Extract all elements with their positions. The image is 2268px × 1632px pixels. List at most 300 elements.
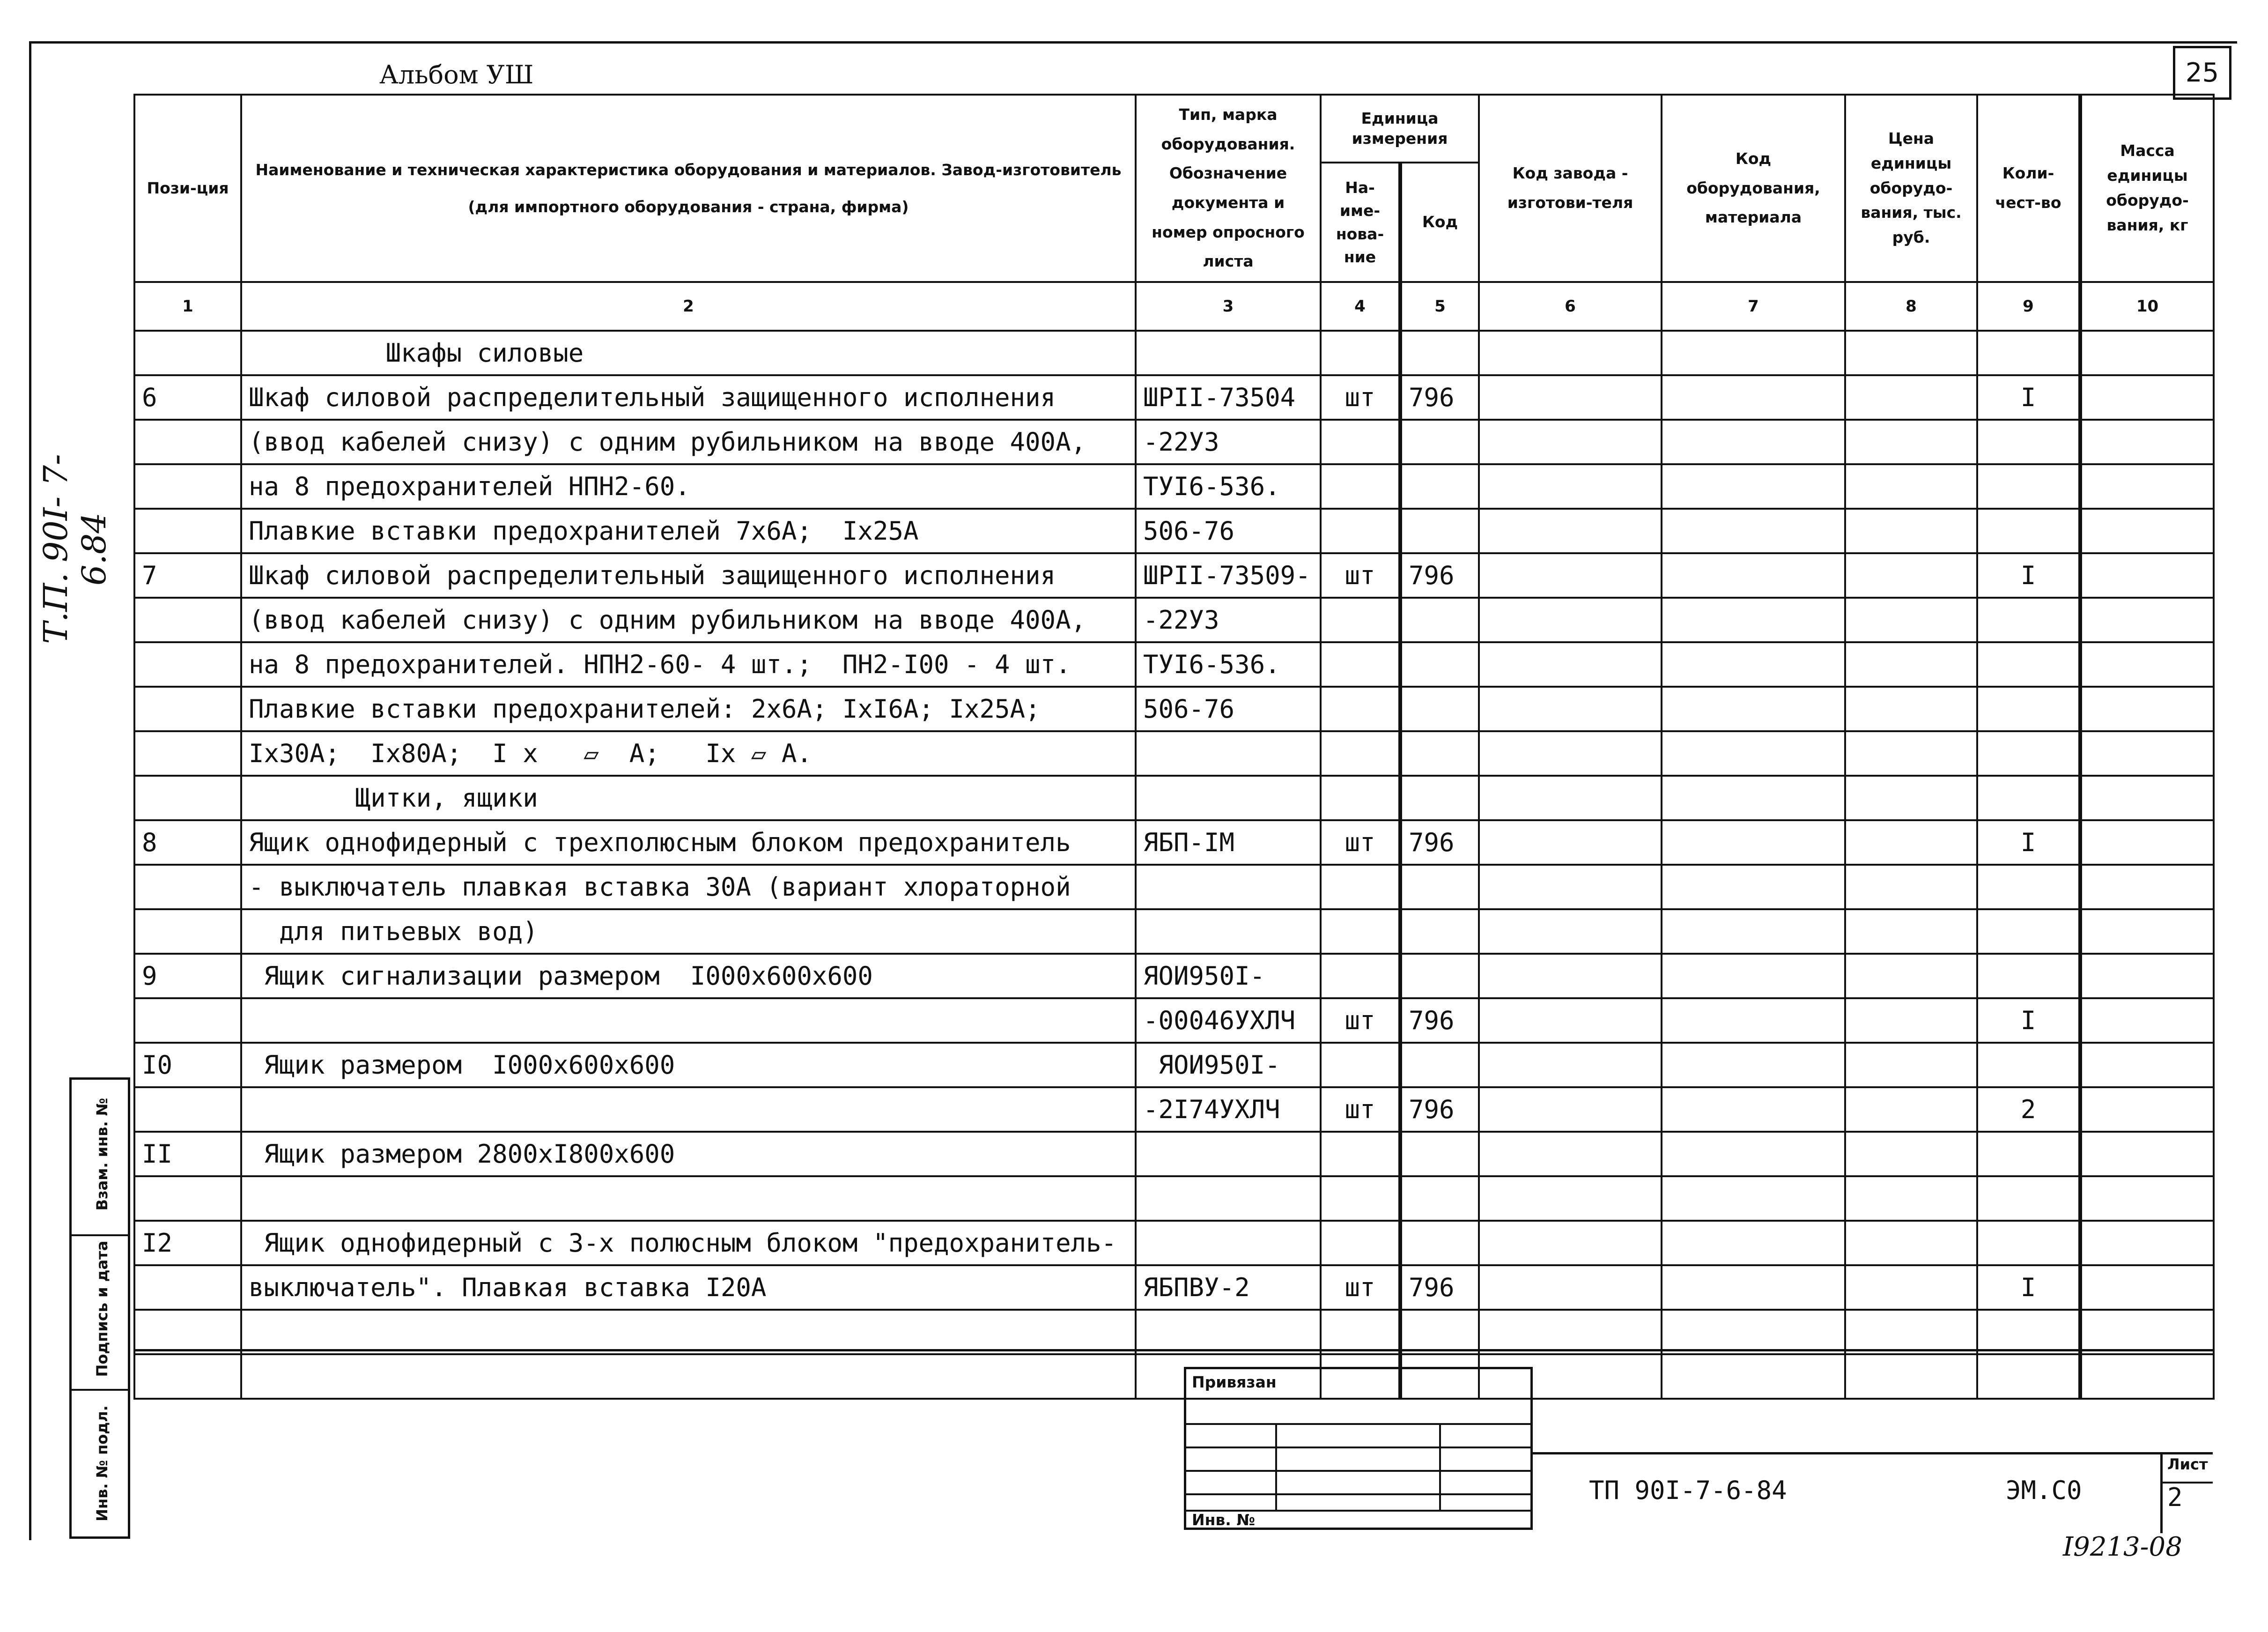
column-numbers-row [134,282,2214,331]
row-factory-code [1479,598,1662,642]
row-position [134,865,241,909]
side-stamp-podpis: Подпись и дата [93,1240,111,1377]
row-type: 506-76 [1136,509,1321,553]
row-type: -2I74УХЛЧ [1136,1087,1321,1132]
col-number: 7 [1662,282,1845,331]
row-quantity [1977,1354,2080,1399]
row-name: на 8 предохранителей НПН2-60. [241,464,1136,509]
col-number: 8 [1845,282,1977,331]
row-factory-code [1479,820,1662,865]
side-stamp [69,1077,130,1539]
row-unit [1321,909,1400,954]
table-row [134,1176,2214,1221]
row-equip-code [1662,1176,1845,1221]
row-factory-code [1479,375,1662,420]
row-factory-code [1479,1176,1662,1221]
row-quantity [1977,687,2080,731]
sheet-label: Лист [2167,1455,2208,1473]
row-mass [2080,1354,2214,1399]
row-price [1845,598,1977,642]
row-quantity: I [1977,553,2080,598]
row-position [134,598,241,642]
row-price [1845,331,1977,375]
row-mass [2080,954,2214,998]
row-position [134,331,241,375]
row-equip-code [1662,954,1845,998]
row-position [134,909,241,954]
col-number: 4 [1321,282,1400,331]
table-row [134,598,2214,642]
row-quantity [1977,420,2080,464]
row-unit [1321,420,1400,464]
row-position: II [134,1132,241,1176]
row-factory-code [1479,420,1662,464]
row-price [1845,1087,1977,1132]
col-number: 9 [1977,282,2080,331]
row-unit-code [1400,731,1479,776]
row-factory-code [1479,331,1662,375]
row-name [241,998,1136,1043]
row-name: - выключатель плавкая вставка 30А (вариант хлораторной [241,865,1136,909]
row-name: для питьевых вод) [241,909,1136,954]
col-number: 6 [1479,282,1662,331]
row-name: Плавкие вставки предохранителей: 2х6А; IхI6А; Iх25А; [241,687,1136,731]
row-quantity: I [1977,1265,2080,1310]
row-type: ШРII-73504 [1136,375,1321,420]
row-price [1845,909,1977,954]
table-row [134,1132,2214,1176]
row-mass [2080,331,2214,375]
row-mass [2080,464,2214,509]
row-equip-code [1662,1132,1845,1176]
row-name: (ввод кабелей снизу) с одним рубильником на вводе 400А, [241,598,1136,642]
row-equip-code [1662,420,1845,464]
table-row [134,1221,2214,1265]
row-quantity [1977,1221,2080,1265]
row-factory-code [1479,1132,1662,1176]
row-unit [1321,1176,1400,1221]
row-mass [2080,731,2214,776]
row-unit-code [1400,865,1479,909]
col-header-equip-code: Код оборудования, материала [1662,95,1845,282]
row-price [1845,731,1977,776]
row-unit-code: 796 [1400,998,1479,1043]
row-name: Ящик сигнализации размером I000х600х600 [241,954,1136,998]
row-quantity [1977,954,2080,998]
row-name: Щитки, ящики [241,776,1136,820]
table-row [134,998,2214,1043]
row-price [1845,1265,1977,1310]
table-row [134,687,2214,731]
row-position [134,1310,241,1354]
row-quantity [1977,909,2080,954]
table-bottom-border [133,1349,2213,1351]
row-type [1136,776,1321,820]
row-type: ЯБПВУ-2 [1136,1265,1321,1310]
col-number: 5 [1400,282,1479,331]
row-mass [2080,375,2214,420]
row-position [134,1354,241,1399]
row-factory-code [1479,553,1662,598]
row-factory-code [1479,687,1662,731]
table-row [134,909,2214,954]
row-unit [1321,598,1400,642]
row-mass [2080,1310,2214,1354]
row-quantity [1977,1132,2080,1176]
row-position [134,464,241,509]
row-type: ТУI6-536. [1136,464,1321,509]
table-row [134,553,2214,598]
row-quantity [1977,642,2080,687]
row-unit [1321,731,1400,776]
row-quantity [1977,464,2080,509]
table-row [134,1087,2214,1132]
row-type: ТУI6-536. [1136,642,1321,687]
document-code: ЭМ.С0 [2006,1476,2082,1505]
row-factory-code [1479,865,1662,909]
privyazan-label: Привязан [1192,1373,1277,1391]
row-factory-code [1479,776,1662,820]
row-factory-code [1479,1087,1662,1132]
row-position [134,1265,241,1310]
row-equip-code [1662,998,1845,1043]
row-factory-code [1479,1221,1662,1265]
col-header-unit: Единица измерения [1321,95,1479,163]
row-price [1845,1221,1977,1265]
row-quantity: I [1977,375,2080,420]
row-price [1845,509,1977,553]
row-type [1136,731,1321,776]
row-equip-code [1662,598,1845,642]
row-type [1136,1176,1321,1221]
row-position: 7 [134,553,241,598]
row-position [134,1176,241,1221]
row-unit [1321,642,1400,687]
table-row [134,865,2214,909]
row-name [241,1176,1136,1221]
row-quantity [1977,731,2080,776]
row-position [134,1087,241,1132]
row-factory-code [1479,509,1662,553]
table-row [134,820,2214,865]
row-factory-code [1479,1043,1662,1087]
row-mass [2080,1087,2214,1132]
table-row [134,954,2214,998]
row-price [1845,865,1977,909]
row-unit-code [1400,598,1479,642]
row-equip-code [1662,776,1845,820]
row-unit: шт [1321,1265,1400,1310]
row-equip-code [1662,1087,1845,1132]
row-unit: шт [1321,1087,1400,1132]
row-name [241,1087,1136,1132]
row-type: ШРII-73509- [1136,553,1321,598]
row-unit [1321,331,1400,375]
row-unit-code [1400,909,1479,954]
row-position: 6 [134,375,241,420]
row-name: Шкафы силовые [241,331,1136,375]
row-unit [1321,1043,1400,1087]
row-quantity: I [1977,820,2080,865]
inv-no-label: Инв. № [1192,1511,1256,1529]
table-row [134,731,2214,776]
row-type: -22У3 [1136,598,1321,642]
row-mass [2080,909,2214,954]
row-name: Ящик размером 2800хI800х600 [241,1132,1136,1176]
row-mass [2080,865,2214,909]
row-type: ЯОИ950I- [1136,1043,1321,1087]
row-unit-code [1400,1043,1479,1087]
row-position: 8 [134,820,241,865]
page-number: 25 [2173,46,2231,100]
row-factory-code [1479,909,1662,954]
row-unit [1321,954,1400,998]
row-mass [2080,598,2214,642]
row-name: на 8 предохранителей. НПН2-60- 4 шт.; ПН2-I00 - 4 шт. [241,642,1136,687]
row-mass [2080,553,2214,598]
row-factory-code [1479,731,1662,776]
col-header-unit-name: На-име-нова-ние [1321,163,1400,282]
side-stamp-vzam: Взам. инв. № [93,1098,111,1211]
row-name: Ящик размером I000х600х600 [241,1043,1136,1087]
row-position [134,998,241,1043]
row-quantity [1977,776,2080,820]
col-header-pos: Пози-ция [134,95,241,282]
row-unit [1321,865,1400,909]
row-equip-code [1662,865,1845,909]
row-type: -22У3 [1136,420,1321,464]
row-unit [1321,687,1400,731]
row-name: Шкаф силовой распределительный защищенного исполнения [241,375,1136,420]
row-price [1845,1310,1977,1354]
table-row [134,509,2214,553]
row-price [1845,375,1977,420]
row-name: Iх30А; Iх80А; I х ▱ А; Iх ▱ А. [241,731,1136,776]
col-header-mass: Масса единицы оборудо-вания, кг [2080,95,2214,282]
row-unit-code: 796 [1400,1087,1479,1132]
row-unit-code [1400,954,1479,998]
row-factory-code [1479,1265,1662,1310]
table-row [134,420,2214,464]
row-mass [2080,1265,2214,1310]
table-row [134,1310,2214,1354]
document-designation: ТП 90I-7-6-84 [1589,1476,1787,1505]
row-quantity [1977,865,2080,909]
row-name [241,1354,1136,1399]
row-price [1845,1132,1977,1176]
row-type [1136,1132,1321,1176]
col-number: 1 [134,282,241,331]
row-factory-code [1479,464,1662,509]
row-unit [1321,464,1400,509]
row-price [1845,1043,1977,1087]
row-unit-code [1400,509,1479,553]
row-position [134,687,241,731]
row-factory-code [1479,998,1662,1043]
col-header-qty: Коли-чест-во [1977,95,2080,282]
row-type: ЯБП-IМ [1136,820,1321,865]
row-name: Плавкие вставки предохранителей 7х6А; Iх25А [241,509,1136,553]
sheet-number: 2 [2167,1483,2183,1512]
row-position [134,776,241,820]
row-name: Шкаф силовой распределительный защищенного исполнения [241,553,1136,598]
row-price [1845,464,1977,509]
row-mass [2080,642,2214,687]
row-equip-code [1662,1265,1845,1310]
row-position: I2 [134,1221,241,1265]
specification-table [133,94,2215,1400]
row-unit-code [1400,1132,1479,1176]
row-unit-code: 796 [1400,1265,1479,1310]
row-quantity [1977,509,2080,553]
col-header-unit-code: Код [1400,163,1479,282]
col-number: 10 [2080,282,2214,331]
row-mass [2080,1176,2214,1221]
row-type [1136,909,1321,954]
row-equip-code [1662,1043,1845,1087]
row-position: 9 [134,954,241,998]
row-unit: шт [1321,820,1400,865]
row-equip-code [1662,687,1845,731]
row-equip-code [1662,1354,1845,1399]
row-position [134,420,241,464]
row-price [1845,998,1977,1043]
row-name: выключатель". Плавкая вставка I20А [241,1265,1136,1310]
handwritten-side-note: Т.П. 90I- 7-6.84 [37,454,113,644]
row-quantity [1977,1176,2080,1221]
row-unit-code [1400,1310,1479,1354]
row-price [1845,820,1977,865]
row-type [1136,865,1321,909]
table-row [134,642,2214,687]
row-mass [2080,1132,2214,1176]
row-name [241,1310,1136,1354]
col-header-name: Наименование и техническая характеристика оборудования и материалов. Завод-изготовитель (для импортного оборудования - страна, фирма) [241,95,1136,282]
col-number: 2 [241,282,1136,331]
row-type: ЯОИ950I- [1136,954,1321,998]
row-equip-code [1662,642,1845,687]
row-unit: шт [1321,998,1400,1043]
row-unit: шт [1321,553,1400,598]
table-row [134,1043,2214,1087]
table-row [134,331,2214,375]
row-mass [2080,776,2214,820]
row-name: Ящик однофидерный с трехполюсным блоком предохранитель [241,820,1136,865]
row-unit-code [1400,464,1479,509]
row-quantity: 2 [1977,1087,2080,1132]
row-unit-code: 796 [1400,820,1479,865]
row-type [1136,1221,1321,1265]
title-block [1533,1452,2213,1533]
row-type [1136,1310,1321,1354]
row-equip-code [1662,375,1845,420]
row-factory-code [1479,954,1662,998]
row-unit-code [1400,1176,1479,1221]
row-unit-code: 796 [1400,553,1479,598]
row-position [134,642,241,687]
row-unit-code [1400,776,1479,820]
table-row [134,375,2214,420]
row-mass [2080,420,2214,464]
row-unit-code [1400,420,1479,464]
row-equip-code [1662,1221,1845,1265]
row-equip-code [1662,331,1845,375]
row-mass [2080,1043,2214,1087]
row-equip-code [1662,553,1845,598]
row-type [1136,331,1321,375]
row-position [134,731,241,776]
row-factory-code [1479,642,1662,687]
row-factory-code [1479,1310,1662,1354]
row-unit-code [1400,687,1479,731]
row-quantity: I [1977,998,2080,1043]
row-unit [1321,509,1400,553]
row-unit-code: 796 [1400,375,1479,420]
row-equip-code [1662,820,1845,865]
row-position [134,509,241,553]
row-type: 506-76 [1136,687,1321,731]
table-row [134,1354,2214,1399]
row-equip-code [1662,909,1845,954]
row-unit [1321,1221,1400,1265]
row-price [1845,553,1977,598]
row-mass [2080,820,2214,865]
row-price [1845,1176,1977,1221]
handwritten-archive-number: I9213-08 [2063,1532,2182,1562]
row-quantity [1977,1043,2080,1087]
row-mass [2080,998,2214,1043]
binding-stamp [1184,1367,1533,1530]
row-unit: шт [1321,375,1400,420]
row-price [1845,420,1977,464]
row-name: (ввод кабелей снизу) с одним рубильником на вводе 400А, [241,420,1136,464]
row-quantity [1977,598,2080,642]
row-equip-code [1662,731,1845,776]
row-mass [2080,1221,2214,1265]
col-header-price: Цена единицы оборудо-вания, тыс. руб. [1845,95,1977,282]
row-type: -00046УХЛЧ [1136,998,1321,1043]
row-price [1845,642,1977,687]
row-unit [1321,776,1400,820]
row-quantity [1977,331,2080,375]
col-number: 3 [1136,282,1321,331]
row-unit-code [1400,331,1479,375]
table-row [134,464,2214,509]
row-mass [2080,687,2214,731]
row-mass [2080,509,2214,553]
row-unit-code [1400,1221,1479,1265]
row-equip-code [1662,509,1845,553]
row-price [1845,776,1977,820]
album-title: Альбом УШ [379,60,534,89]
row-position: I0 [134,1043,241,1087]
row-price [1845,1354,1977,1399]
row-equip-code [1662,1310,1845,1354]
row-name: Ящик однофидерный с 3-х полюсным блоком "предохранитель- [241,1221,1136,1265]
col-header-factory-code: Код завода - изготови-теля [1479,95,1662,282]
row-unit [1321,1310,1400,1354]
col-header-type: Тип, марка оборудования. Обозначение документа и номер опросного листа [1136,95,1321,282]
side-stamp-inv-podl: Инв. № подл. [93,1405,111,1521]
table-row [134,1265,2214,1310]
row-price [1845,687,1977,731]
row-unit-code [1400,642,1479,687]
table-row [134,776,2214,820]
row-equip-code [1662,464,1845,509]
row-unit [1321,1132,1400,1176]
row-price [1845,954,1977,998]
row-quantity [1977,1310,2080,1354]
